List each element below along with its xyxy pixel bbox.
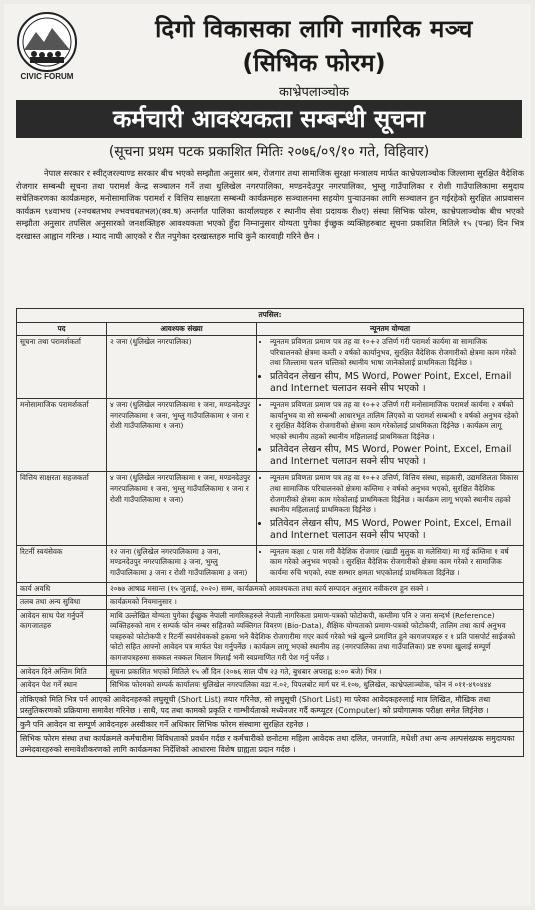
header-position: पद <box>17 322 107 336</box>
position-requirements <box>257 545 524 582</box>
info-label: आवेदन दिने अन्तिम मिति <box>17 665 107 679</box>
info-row <box>17 665 524 679</box>
info-label: तलब तथा अन्य सुविधा <box>17 596 107 610</box>
info-row <box>17 582 524 596</box>
table-caption: तपसिल: <box>17 309 524 323</box>
position-requirements <box>257 398 524 471</box>
logo-emblem-icon <box>12 10 82 72</box>
info-label: कार्य अवधि <box>17 582 107 596</box>
requirement-item: • न्यूनतम प्रविणता प्रमाण पत्र तह वा १०+२ उत्तिर्ण गरी परामर्श कार्यमा वा सामाजिक परिचालनको क्षेत्रमा कम्ती २ वर्षको कार्यानुभव, सुरक्षित वैदेशिक रोजगारीको क्षेत्रमा काम गरेको तथा जिल्लामा चलन चल्तिको स्थानीय भाषा जानेकोलाई प्राथमिकता दिईनेछ । <box>270 337 520 369</box>
note-item: तोकिएको मिति भित्र पर्न आएको आवेदनहरुको लघुसूची (Short List) तयार गरिनेछ, सो लघुसूची (Short List) मा परेका आवेदकहरुलाई मात्र लिखित, मौखिक तथा प्रस्तुतिकरणको प्रक्रियामा समावेश गरिनेछ । साथै, पद तथा कामको प्रकृति र गाम्भीर्यताको मध्येनजर गर्दै कम्प्यूटर (Computer) को प्रयोगात्मक परीक्षा समेत लिईनेछ । <box>16 693 524 718</box>
info-value: सिभिक फोरमको सम्पर्क कार्यालयः धुलिखेल नगरपालिका वडा नं.०२, पिपलबोट मार्ग घर नं.१०७, धुलिखेल, काभ्रेपलाञ्चोक, फोन नं ०११-४९०४४४ <box>107 679 524 693</box>
info-row <box>17 609 524 665</box>
table-row <box>17 398 524 471</box>
publication-info: (सूचना प्रथम पटक प्रकाशित मितिः २०७६/०९/१० गते, विहिवार) <box>108 144 430 160</box>
org-name-line1: दिगो विकासका लागि नागरिक मञ्च <box>155 15 473 43</box>
info-value: माथि उल्लेखित योग्यता पुगेका ईच्छुक नेपाली नागरिकहरुले नेपाली नागरिकता प्रमाण-पत्रको फोटोकपी, कम्तीमा पनि २ जना सन्दर्भ (Reference) व्यक्तिहरुको नाम र सम्पर्क फोन नम्बर सहितको व्यक्तिगत विवरण (Bio-Data), शैक्षिक योग्यताको प्रमाण-पत्रको फोटोकपी, तालिम तथा कार्य अनुभव पत्रहरुको फोटोकपी र रिटर्नी स्वयंसेवकको हकमा भने वैदेशिक रोजगारीमा गएर कार्य गरेको भन्ने खुल्ने प्रमाणित हुने कागजपत्रहरु र १ प्रति पासपोर्ट साईजको फोटो सहित आफ्नो आवेदन पत्र मार्फत पेश गर्नुपर्नेछ । कार्यक्रम लागू भएको स्थानीय तह (नगरपालिका तथा गाउँपालिका) प्रष्ट रुपमा खुलाई सम्पूर्ण कागजपत्रहरुमा सक्कल नक्कल मिलान मिलाई भनी स्वप्रमाणित गरी पेश गर्नु पर्नेछ । <box>107 609 524 665</box>
notice-page <box>4 4 531 906</box>
position-requirements <box>257 336 524 399</box>
logo-text: CIVIC FORUM <box>20 72 74 81</box>
note-item: सिभिक फोरम संस्था तथा कार्यक्रमले कर्मचारीमा विविधताको प्रवर्धन गर्दछ र कर्मचारीको छनोटमा महिला आवेदक तथा दलित, जनजाति, मधेशी तथा अन्य अल्पसंख्यक समुदायका उम्मेदवारहरुको समावेशीकरणको लागि कार्यक्रमका निर्देशिको आधारमा विशेष ग्राह्यता प्रदान गर्दछ । <box>16 732 524 757</box>
requirement-item: • प्रतिवेदन लेखन सीप, MS Word, Power Point, Excel, Email and Internet चलाउन सक्ने सीप भएको । <box>270 371 520 395</box>
requirement-item: • प्रतिवेदन लेखन सीप, MS Word, Power Point, Excel, Email and Internet चलाउन सक्ने सीप भएको । <box>270 444 520 468</box>
info-label: आवेदन पेश गर्ने स्थान <box>17 679 107 693</box>
requirement-item: • न्यूनतम प्रविणता प्रमाण पत्र तह वा १०+२ उत्तिर्ण गरी मनोसामाजिक परामर्श कार्यमा २ वर्षको कार्यानुभव वा सो सम्बन्धी आधारभूत तालिम लिएको वा परामर्श सम्बन्धी १ वर्षको अनुभव रहेको र सुरक्षित वैदेशिक रोजगारीको क्षेत्रमा काम गरेकोलाई प्राथमिकता दिईनेछ । कार्यक्रम लागू भएको स्थानीय तहको स्थानीय महिलालाई प्राथमिकता दिईनेछ । <box>270 400 520 442</box>
org-name-line2: (सिभिक फोरम) <box>242 49 386 77</box>
position-name: वित्तिय साक्षरता सहजकर्ता <box>17 472 107 545</box>
table-row <box>17 545 524 582</box>
requirement-item: • प्रतिवेदन लेखन सीप, MS Word, Power Point, Excel, Email and Internet चलाउन सक्ने सीप भएको । <box>270 518 520 542</box>
header-qualification: न्यूनतम योग्यता <box>257 322 524 336</box>
vacancy-table <box>16 308 524 693</box>
table-row <box>17 472 524 545</box>
civic-forum-logo <box>12 10 82 88</box>
info-value: २०७७ आषाढ मसान्त (१५ जुलाई, २०२०) सम्म, कार्यक्रमको आवश्यकता तथा कार्य सम्पादन अनुसार नवीकरण हुन सक्ने । <box>107 582 524 596</box>
info-value: कार्यक्रमको नियमानुसार । <box>107 596 524 610</box>
header-count: आवश्यक संख्या <box>107 322 257 336</box>
requirement-item: • न्यूनतम प्रविणता प्रमाण पत्र तह वा १०+२ उत्तिर्ण, वित्तिय संस्था, सहकारी, उद्यमशिलता विकास तथा सामाजिक परिचालनको क्षेत्रमा कम्तिमा २ वर्षको अनुभव भएको, सुरक्षित वैदेशिक रोजगारीको क्षेत्रमा काम गरेकोलाई प्राथमिकता दिईनेछ । कार्यक्रम लागू भएको स्थानीय तहको स्थानीय महिलालाई प्राथमिकता दिईनेछ । <box>270 473 520 515</box>
note-item: कुनै पनि आवेदन वा सम्पूर्ण आवेदनहरु अस्वीकार गर्ने अधिकार सिभिक फोरम संस्थामा सुरक्षित रहनेछ । <box>16 718 524 732</box>
requirement-item: • न्यूनतम कक्षा ८ पास गरी वैदेशिक रोजगार (खाडी मुलुक वा मलेसिया) मा गई कम्तिमा १ वर्ष काम गरेको अनुभव भएको । सुरक्षित वैदेशिक रोजगारीको क्षेत्रमा काम गरेको र सामाजिक कार्यमा रुचि भएको, स्पष्ट सम्भार क्षमता भएकोलाई प्राथमिकता दिईनेछ । <box>270 547 520 579</box>
info-value: सूचना प्रकाशित भएको मितिले १५ औं दिन (२०७६ साल पौष २३ गते, बुधबार अपराह्न ४:०० बजे) भित्र । <box>107 665 524 679</box>
notice-title-banner: कर्मचारी आवश्यकता सम्बन्धी सूचना <box>16 100 522 138</box>
position-name: रिटर्नी स्वयंसेवक <box>17 545 107 582</box>
info-row <box>17 679 524 693</box>
table-row <box>17 336 524 399</box>
org-location: काभ्रेपलाञ्चोक <box>279 85 349 100</box>
position-name: मनोसामाजिक परामर्शकर्ता <box>17 398 107 471</box>
position-count: ४ जना (धुलिखेल नगरपालिकामा १ जना, मण्डनदेउपुर नगरपालिकामा १ जना, भुम्लु गाउँपालिकामा १ जना र रोशी गाउँपालिकामा १ जना) <box>107 472 257 545</box>
position-count: ४ जना (धुलिखेल नगरपालिकामा १ जना, मण्डनदेउपुर नगरपालिकामा १ जना, भुम्लु गाउँपालिकामा १ जना र रोशी गाउँपालिकामा १ जना) <box>107 398 257 471</box>
position-count: १२ जना (धुलिखेल नगरपालिकामा ३ जना, मण्डनदेउपुर नगरपालिकामा ३ जना, भुम्लु गाउँपालिकामा ३ जना र रोशी गाउँपालिकामा ३ जना) <box>107 545 257 582</box>
info-row <box>17 596 524 610</box>
info-label: आवेदन साथ पेश गर्नुपर्ने कागजातहरु <box>17 609 107 665</box>
position-requirements <box>257 472 524 545</box>
intro-paragraph: नेपाल सरकार र स्वीट्जरल्याण्ड सरकार बीच भएको सम्झौता अनुसार श्रम, रोजगार तथा सामाजिक सुरक्षा मन्त्रालय मार्फत काभ्रेपलाञ्चोक जिल्लामा सुरक्षित वैदेशिक रोजगार सम्बन्धी सूचना तथा परामर्श केन्द्र सञ्चालन गर्ने तथा धुलिखेल नगरपालिका, मण्डनदेउपुर नगरपालिका, भुम्लु गाउँपालिका र रोशी गाउँपालिकामा समुदाय सचेतिकरणका कार्यक्रमहरु, मनोसामाजिक परामर्श र वित्तिय साक्षरता सम्बन्धी कार्यक्रमहरु सञ्चालनमा सहयोग पुऱ्याउनका लागि सञ्चालन हुन गईरहेको सुरक्षित आप्रवासन कार्यक्रम ९४वाभच (२नचबतभघ ल्भवचबतभल)(क्व.ष) अन्तर्गत पालिका कार्यालयहरु र स्थानीय सेवा प्रदायक री७ए) संस्था सिभिक फोरम, काभ्रेपलाञ्चोक बीच भएको सम्झौता अनुसार तपसिल अनुसारको जनशक्तिहरु आवश्यकता भएको हुँदा निम्नानुसार योग्यता पुगेका ईच्छुक व्यक्तिहरुबाट सूचना प्रकाशित मितिले १५ (पन्ध्र) दिन भित्र दरखास्त आह्वान गरिन्छ । म्याद नाघी आएको र रीत नपुगेका दरखास्तहरु माथि कुनै कारवाही गरिने छैन । <box>16 168 524 241</box>
position-count: २ जना (धुलिखेल नगरपालिका) <box>107 336 257 399</box>
position-name: सूचना तथा परामर्शकर्ता <box>17 336 107 399</box>
